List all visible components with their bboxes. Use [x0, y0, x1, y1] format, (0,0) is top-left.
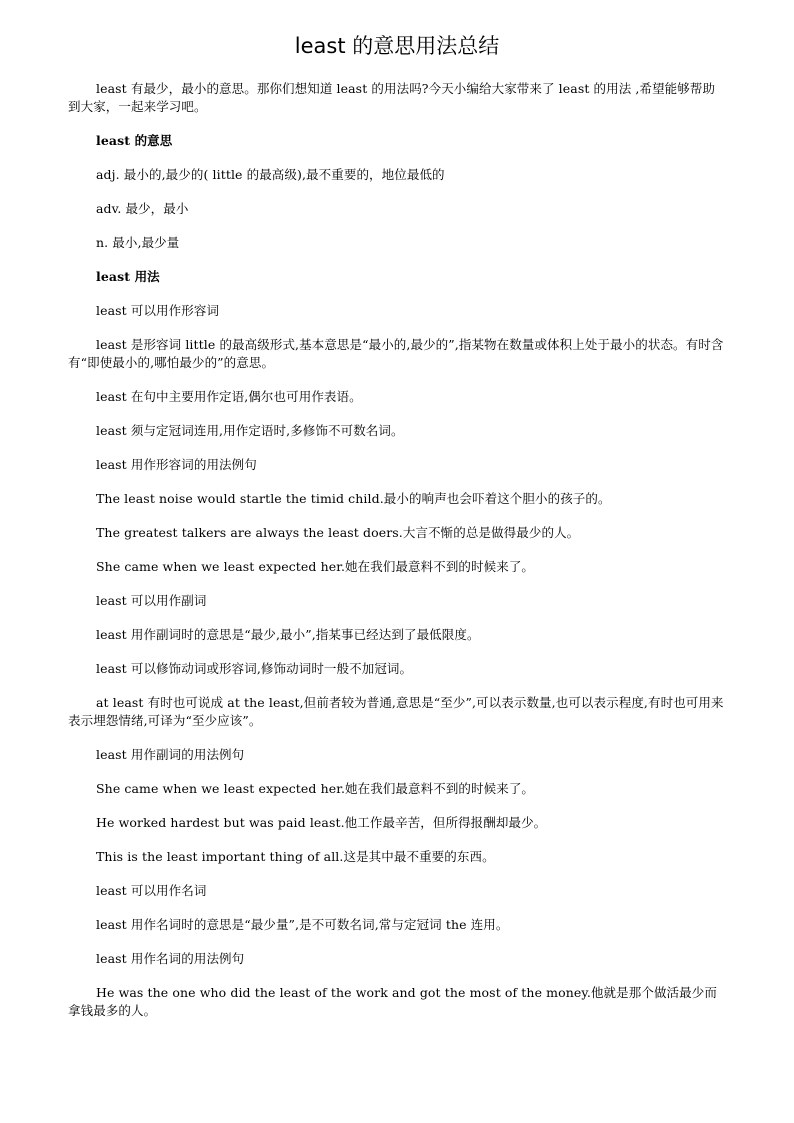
document-title: least 的意思用法总结 [294, 34, 500, 58]
section-heading-usage: least 用法 [96, 269, 160, 284]
adverb-modifier-note: least 可以修饰动词或形容词,修饰动词时一般不加冠词。 [96, 661, 413, 676]
subheading-adverb: least 可以用作副词 [96, 593, 207, 608]
example-sentence: She came when we least expected her.她在我们最意料不到的时候来了。 [96, 781, 535, 796]
noun-explanation: least 用作名词时的意思是“最少量”,是不可数名词,常与定冠词 the 连用。 [96, 917, 509, 932]
at-least-note: at least 有时也可说成 at the least,但前者较为普通,意思是“至少”,可以表示数量,也可以表示程度,有时也可用来表示埋怨情绪,可译为“至少应该”。 [68, 695, 724, 728]
adverb-explanation: least 用作副词时的意思是“最少,最小”,指某事已经达到了最低限度。 [96, 627, 480, 642]
example-sentence: The least noise would startle the timid child.最小的响声也会吓着这个胆小的孩子的。 [96, 491, 611, 506]
subheading-noun: least 可以用作名词 [96, 883, 207, 898]
example-sentence: He worked hardest but was paid least.他工作最辛苦，但所得报酬却最少。 [96, 815, 547, 830]
intro-paragraph: least 有最少，最小的意思。那你们想知道 least 的用法吗?今天小编给大家带来了 least 的用法 ,希望能够帮助到大家，一起来学习吧。 [68, 81, 716, 114]
example-sentence: This is the least important thing of all.这是其中最不重要的东西。 [96, 849, 495, 864]
subheading-noun-examples: least 用作名词的用法例句 [96, 951, 245, 966]
example-sentence: She came when we least expected her.她在我们最意料不到的时候来了。 [96, 559, 535, 574]
document-body [68, 80, 724, 1036]
example-sentence: The greatest talkers are always the least doers.大言不惭的总是做得最少的人。 [96, 525, 580, 540]
subheading-adverb-examples: least 用作副词的用法例句 [96, 747, 245, 762]
adjective-article-note: least 须与定冠词连用,用作定语时,多修饰不可数名词。 [96, 423, 404, 438]
subheading-adjective-examples: least 用作形容词的用法例句 [96, 457, 257, 472]
adjective-explanation: least 是形容词 little 的最高级形式,基本意思是“最小的,最少的”,指某物在数量或体积上处于最小的状态。有时含有“即使最小的,哪怕最少的”的意思。 [68, 337, 724, 370]
subheading-adjective: least 可以用作形容词 [96, 303, 220, 318]
definition-adv: adv. 最少，最小 [96, 201, 189, 216]
adjective-syntax-note: least 在句中主要用作定语,偶尔也可用作表语。 [96, 389, 362, 404]
section-heading-meaning: least 的意思 [96, 133, 173, 148]
example-sentence: He was the one who did the least of the work and got the most of the money.他就是那个做活最少而拿钱最多的人。 [68, 985, 717, 1018]
definition-adj: adj. 最小的,最少的( little 的最高级),最不重要的，地位最低的 [96, 167, 445, 182]
definition-noun: n. 最小,最少量 [96, 235, 180, 250]
